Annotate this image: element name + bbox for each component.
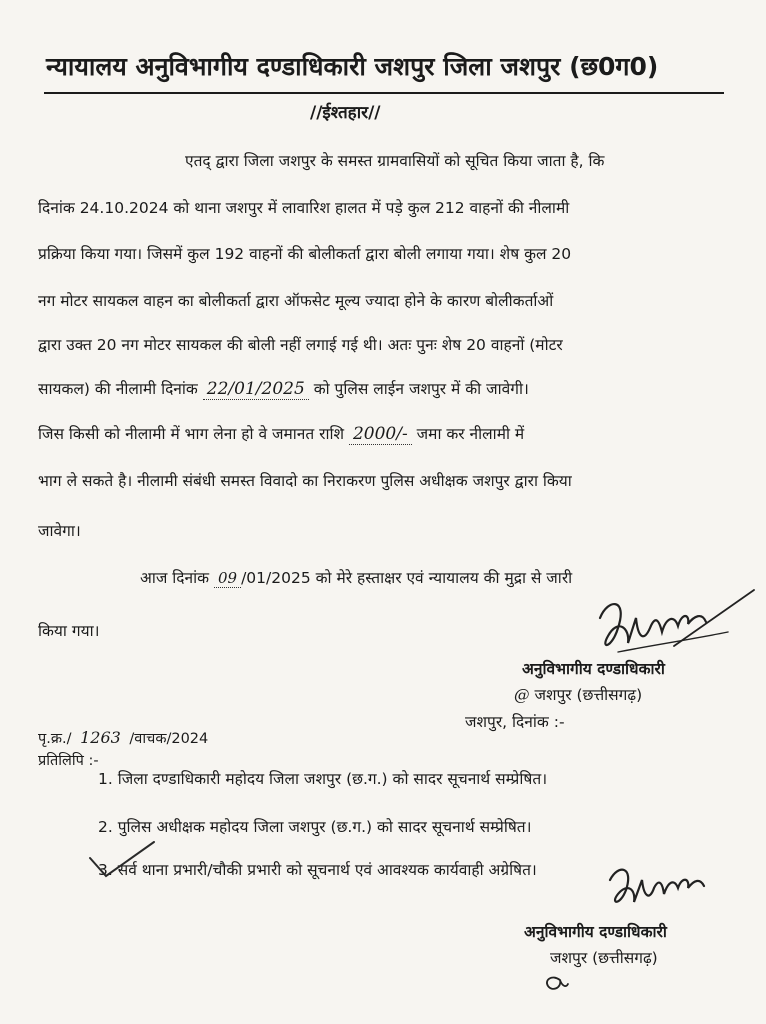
signature-2-image	[600, 860, 710, 920]
body-line-deposit	[38, 423, 524, 445]
reference-line	[38, 727, 208, 750]
issue-prefix: आज दिनांक	[140, 569, 210, 587]
issue-line	[140, 567, 572, 589]
dispatch-place-date: जशपुर, दिनांक :-	[465, 713, 565, 731]
recipient-2: 2. पुलिस अधीक्षक महोदय जिला जशपुर (छ.ग.) को सादर सूचनार्थ सम्प्रेषित।	[98, 818, 532, 836]
recipient-3: 3. सर्व थाना प्रभारी/चौकी प्रभारी को सूचनार्थ एवं आवश्यक कार्यवाही अग्रेषित।	[98, 861, 537, 879]
deposit-suffix: जमा कर नीलामी में	[416, 425, 525, 443]
initials-mark: @	[514, 686, 530, 704]
signature-2-designation: अनुविभागीय दण्डाधिकारी	[524, 923, 667, 941]
ref-prefix: पृ.क्र./	[38, 731, 72, 747]
signature-1-designation: अनुविभागीय दण्डाधिकारी	[522, 660, 665, 678]
body-line-after: भाग ले सकते है। नीलामी संबंधी समस्त विवादो का निराकरण पुलिस अधीक्षक जशपुर द्वारा किया	[38, 472, 572, 490]
auction-suffix: को पुलिस लाईन जशपुर में की जावेगी।	[313, 380, 529, 398]
notice-heading: //ईश्तहार//	[310, 103, 381, 123]
auction-date: 22/01/2025	[203, 379, 309, 400]
body-line-4: नग मोटर सायकल वाहन का बोलीकर्ता द्वारा ऑफसेट मूल्य ज्यादा होने के कारण बोलीकर्ताओं	[38, 292, 554, 310]
deposit-amount: 2000/-	[349, 424, 412, 445]
body-line-2: दिनांक 24.10.2024 को थाना जशपुर में लावारिश हालत में पड़े कुल 212 वाहनों की नीलामी	[38, 199, 570, 217]
issue-day: 09	[214, 569, 241, 588]
body-line-last: जावेगा।	[38, 522, 81, 540]
issue-end: किया गया।	[38, 622, 100, 640]
body-line-auction	[38, 378, 529, 400]
body-line-3: प्रक्रिया किया गया। जिसमें कुल 192 वाहनों की बोलीकर्ता द्वारा बोली लगाया गया। शेष कुल 20	[38, 245, 572, 263]
initials-mark-2	[540, 972, 570, 994]
title-underline	[44, 92, 724, 94]
recipient-1: 1. जिला दण्डाधिकारी महोदय जिला जशपुर (छ.ग.) को सादर सूचनार्थ सम्प्रेषित।	[98, 770, 548, 788]
deposit-prefix: जिस किसी को नीलामी में भाग लेना हो वे जमानत राशि	[38, 425, 345, 443]
ref-suffix: /वाचक/2024	[129, 731, 209, 747]
checkmark-icon	[84, 836, 164, 886]
court-title: न्यायालय अनुविभागीय दण्डाधिकारी जशपुर जिला जशपुर (छ0ग0)	[46, 52, 659, 81]
issue-rest: /01/2025 को मेरे हस्ताक्षर एवं न्यायालय की मुद्रा से जारी	[241, 569, 573, 587]
signature-1-place: जशपुर (छत्तीसगढ़)	[534, 686, 643, 704]
copy-label: प्रतिलिपि :-	[38, 753, 99, 769]
ref-number: 1263	[80, 728, 121, 747]
signature-1-place-row	[514, 683, 642, 707]
signature-2-place: जशपुर (छत्तीसगढ़)	[550, 949, 658, 967]
auction-prefix: सायकल) की नीलामी दिनांक	[38, 380, 198, 398]
body-line-1: एतद् द्वारा जिला जशपुर के समस्त ग्रामवासियों को सूचित किया जाता है, कि	[185, 152, 605, 170]
body-line-5: द्वारा उक्त 20 नग मोटर सायकल की बोली नहीं लगाई गई थी। अतः पुनः शेष 20 वाहनों (मोटर	[38, 336, 563, 354]
